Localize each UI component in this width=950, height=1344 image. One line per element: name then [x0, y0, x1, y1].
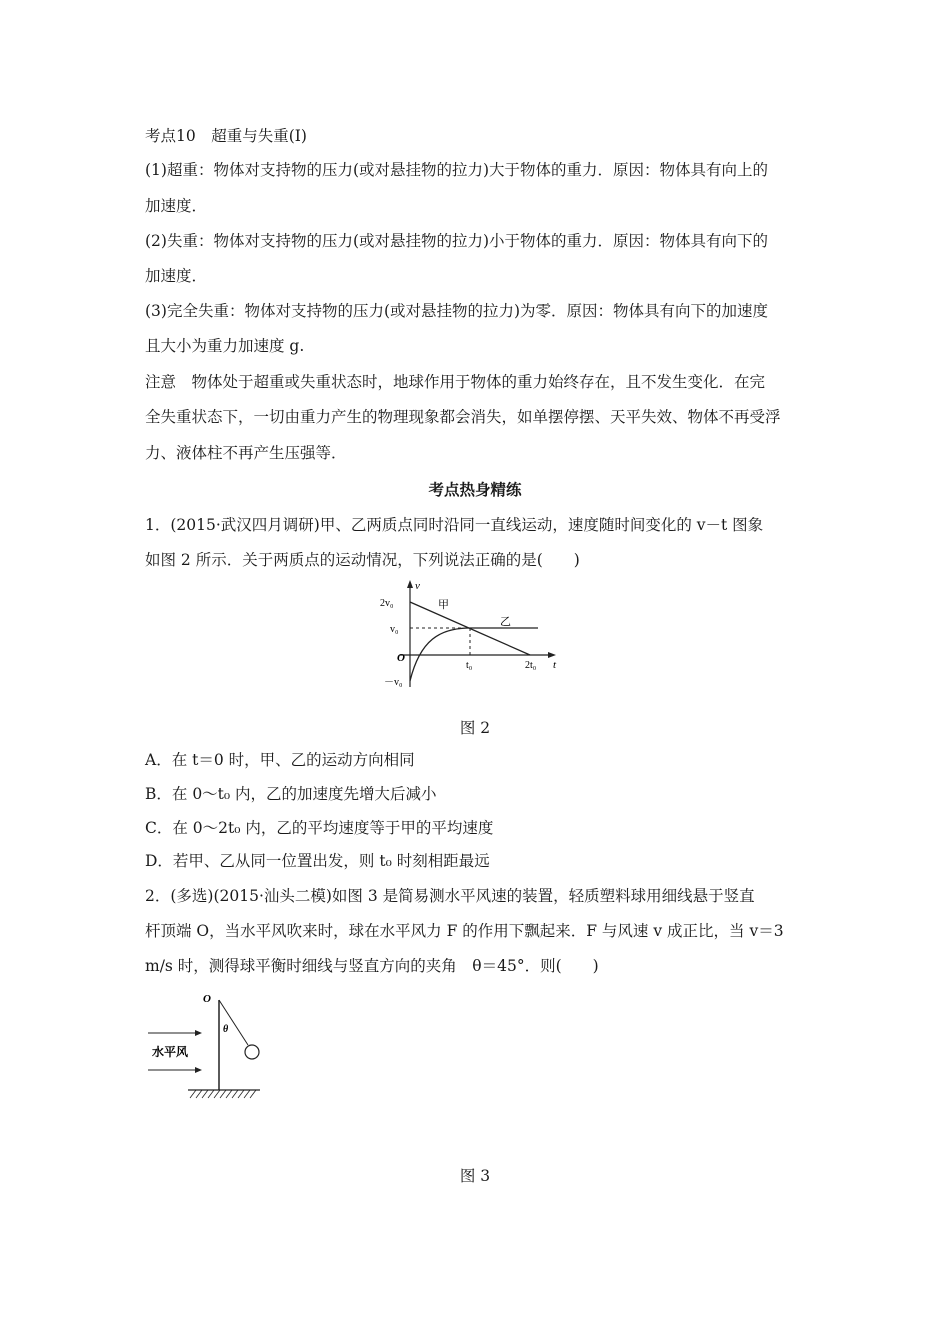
paragraph-complete-weightless-line1: (3)完全失重：物体对支持物的压力(或对悬挂物的拉力)为零．原因：物体具有向下的加速度: [145, 302, 769, 320]
paragraph-weightless-line2: 加速度．: [145, 267, 208, 285]
figure3-caption: 图 3: [459, 1167, 491, 1185]
paragraph-weightless-line1: (2)失重：物体对支持物的压力(或对悬挂物的拉力)小于物体的重力．原因：物体具有向下的: [145, 232, 769, 250]
wind-arrow-top-head: [195, 1030, 202, 1036]
question1-stem-line2: 如图 2 所示．关于两质点的运动情况，下列说法正确的是( ): [145, 551, 580, 569]
tick-2v0: 2v₀: [380, 598, 394, 609]
label-O: O: [203, 993, 211, 1005]
label-yi: 乙: [500, 616, 511, 628]
question1-stem-line1: 1．(2015·武汉四月调研)甲、乙两质点同时沿同一直线运动，速度随时间变化的 v－t 图象: [145, 516, 764, 534]
option-b: B．在 0～t₀ 内，乙的加速度先增大后减小: [145, 785, 437, 803]
t-axis-arrow: [548, 652, 556, 658]
note-line1: 注意 物体处于超重或失重状态时，地球作用于物体的重力始终存在，且不发生变化．在完: [145, 373, 766, 391]
note-line2: 全失重状态下，一切由重力产生的物理现象都会消失，如单摆停摆、天平失效、物体不再受浮: [145, 408, 781, 426]
tick-neg-v0: －v₀: [384, 677, 403, 688]
figure3-wind-device: [140, 990, 280, 1105]
tick-2t0: 2t₀: [525, 660, 537, 671]
section-title: 考点10 超重与失重(Ⅰ): [145, 127, 307, 145]
exercise-heading: 考点热身精练: [428, 480, 522, 499]
label-t: t: [553, 659, 557, 671]
plastic-ball: [245, 1045, 259, 1059]
tick-v0: v₀: [390, 624, 399, 635]
option-d: D．若甲、乙从同一位置出发，则 t₀ 时刻相距最远: [145, 852, 490, 870]
paragraph-overweight-line1: (1)超重：物体对支持物的压力(或对悬挂物的拉力)大于物体的重力．原因：物体具有向上的: [145, 161, 769, 179]
figure2-vt-graph: [370, 575, 570, 695]
tick-t0: t₀: [466, 660, 473, 671]
question2-stem-line2: 杆顶端 O，当水平风吹来时，球在水平风力 F 的作用下飘起来．F 与风速 v 成正比，当 v＝3: [145, 922, 784, 940]
wind-arrow-bottom-head: [195, 1067, 202, 1073]
v-axis-arrow: [407, 580, 413, 588]
thread: [219, 1000, 248, 1045]
note-line3: 力、液体柱不再产生压强等．: [145, 444, 347, 462]
option-a: A．在 t＝0 时，甲、乙的运动方向相同: [145, 751, 415, 769]
paragraph-complete-weightless-line2: 且大小为重力加速度 g.: [145, 337, 305, 355]
label-theta: θ: [223, 1024, 229, 1035]
label-wind: 水平风: [152, 1045, 189, 1059]
label-v: v: [415, 580, 420, 592]
figure2-caption: 图 2: [459, 719, 491, 737]
question2-stem-line3: m/s 时，测得球平衡时细线与竖直方向的夹角 θ＝45°．则( ): [145, 957, 599, 975]
label-jia: 甲: [438, 599, 449, 611]
paragraph-overweight-line2: 加速度．: [145, 197, 208, 215]
origin-O: O: [397, 652, 405, 664]
question2-stem-line1: 2．(多选)(2015·汕头二模)如图 3 是简易测水平风速的装置，轻质塑料球用细线悬于竖直: [145, 887, 755, 905]
ground-hatching: [190, 1090, 256, 1098]
option-c: C．在 0～2t₀ 内，乙的平均速度等于甲的平均速度: [145, 819, 494, 837]
